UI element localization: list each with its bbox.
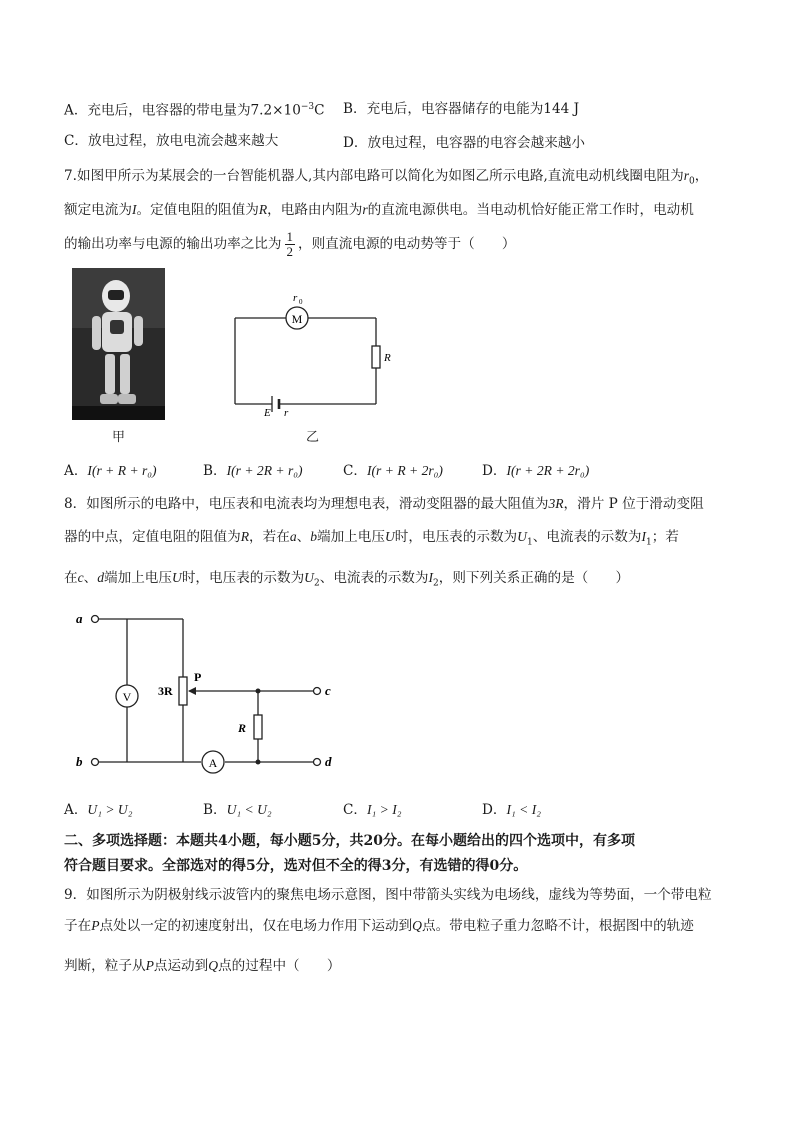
motor-r0-label: r [293,292,298,304]
q7-R-symbol: R [258,202,268,217]
q8-I2: I [428,570,434,585]
q8-I1-sub: 1 [645,537,652,548]
q7-stem-line2 [64,200,694,220]
slider-P-label: P [194,670,202,684]
section2-heading-line1: 二、多项选择题：本题共4小题，每小题5分，共20分。在每小题给出的四个选项中，有多项 [64,833,635,849]
q7-line1-end: ， [694,168,709,184]
q8-U2: U [304,570,314,585]
q8-stem-line1 [64,494,704,514]
q6-option-a-unit: C [314,102,325,119]
robot-photo [72,268,165,420]
q7-r0-symbol: r [683,168,690,183]
q8-line3-e: 时，电压表的示数为 [181,570,305,586]
q9-stem-line2 [64,916,694,936]
q7-stem-text: 7.如图甲所示为某展会的一台智能机器人,其内部电路可以简化为如图乙所示电路,直流电动机线圈电阻为 [64,168,684,184]
figure-jia-caption: 甲 [112,430,126,445]
rheostat-label: 3R [158,684,173,698]
q8-line1-a: 8．如图所示的电路中，电压表和电流表均为理想电表，滑动变阻器的最大阻值为 [64,496,549,512]
q9-line3-a: 判断，粒子从 [64,958,146,974]
q7-option-c-label: C． [343,463,367,479]
battery-r-label: r [284,407,289,419]
q8-option-d-math: I₁ < I₂ [506,802,541,817]
q8-line3-c2: 端加上电压 [104,570,172,586]
q9-line3-b: 点运动到 [153,958,209,974]
q6-option-b: B．充电后，电容器储存的电能为144 J [343,101,580,117]
q8-line2-b: ，若在 [249,529,290,545]
q7-line3-b: ，则直流电源的电动势等于（ ） [298,236,516,252]
label-d: d [325,754,332,769]
q9-P: P [91,918,100,933]
q9-line2-c: 点。带电粒子重力忽略不计，根据图中的轨迹 [421,918,694,934]
q8-option-a [64,798,132,818]
q7-r0-sub: 0 [689,176,695,187]
q8-option-c-label: C． [343,802,367,818]
q8-line2-g: ；若 [651,529,679,545]
q9-Q-2: Q [208,958,219,973]
q7-r-symbol: r [362,202,368,217]
q8-I2-sub: 2 [433,578,439,589]
q7-option-d-label: D． [482,463,507,479]
resistor-R-label: R [238,721,247,735]
q7-circuit-diagram [225,288,391,419]
q7-frac-den: 2 [286,244,293,259]
q8-U2-sub: 2 [314,578,320,589]
q6-option-a [64,97,325,121]
q7-I-symbol: I [131,202,137,217]
section2-heading-line2: 符合题目要求。全部选对的得5分，选对但不全的得3分，有选错的得0分。 [64,858,528,874]
q9-stem-line1: 9．如图所示为阴极射线示波管内的聚焦电场示意图，图中带箭头实线为电场线，虚线为等势面，一个带电粒 [64,887,712,903]
terminal-a [92,616,99,623]
q8-line2-a: 器的中点，定值电阻的阻值为 [64,529,241,545]
terminal-c [314,688,321,695]
q8-line3-g: ，则下列关系正确的是（ ） [438,570,630,586]
q6-option-a-exponent: −3 [300,102,315,112]
q8-c: c [77,570,84,585]
q7-option-a [64,459,157,479]
slider-arrow [188,687,196,695]
q8-a: a [289,529,297,544]
q9-line3-c: 点的过程中（ ） [218,958,341,974]
label-c: c [325,683,331,698]
q9-stem-line3 [64,956,340,976]
q8-option-c [343,798,401,818]
q7-fraction [285,230,296,259]
q7-line3-a: 的输出功率与电源的输出功率之比为 [64,236,282,252]
battery-E-label: E [264,407,271,419]
q8-option-b-math: U₁ < U₂ [226,802,272,817]
q8-3R: 3R [548,496,564,511]
q7-line2-c: ，电路由内阻为 [267,202,363,218]
label-a: a [76,611,83,626]
q9-Q: Q [412,918,422,933]
q7-option-c [343,459,443,479]
resistor-R-symbol [372,346,380,368]
q9-line2-b: 点处以一定的初速度射出，仅在电场力作用下运动到 [99,918,413,934]
q9-P-2: P [145,958,154,973]
junction-lower [256,760,261,765]
q7-stem-line3 [64,230,516,259]
voltmeter-label: V [122,690,132,704]
q8-U1-sub: 1 [526,537,533,548]
q8-R: R [240,529,250,544]
q8-line3-b: 、 [83,570,98,586]
q8-d: d [97,570,105,585]
q8-option-a-label: A． [64,802,88,818]
q9-line2-a: 子在 [64,918,92,934]
q7-option-b-label: B． [203,463,227,479]
q8-option-d-label: D． [482,802,507,818]
q8-line3-f: 、电流表的示数为 [319,570,429,586]
q6-option-d: D．放电过程，电容器的电容会越来越小 [343,135,585,151]
q8-option-a-math: U₁ > U₂ [87,802,133,817]
q7-option-c-math: I(r + R + 2r₀) [367,463,443,478]
q8-line1-b: ，滑片 P 位于滑动变阻 [563,496,704,512]
q6-option-a-text: A．充电后，电容器的带电量为7.2×10 [64,102,301,119]
ammeter-label: A [208,756,218,770]
q8-option-d [482,798,541,818]
q8-b: b [310,529,317,544]
terminal-b [92,759,99,766]
terminal-d [314,759,321,766]
q6-option-c: C．放电过程，放电电流会越来越大 [64,133,279,149]
q8-stem-line3 [64,568,629,594]
q7-option-b [203,459,303,479]
q8-line2-c: 、 [296,529,311,545]
q7-option-d [482,459,589,479]
q7-line2-d: 的直流电源供电。当电动机恰好能正常工作时，电动机 [367,202,694,218]
q7-line2-a: 额定电流为 [64,202,132,218]
motor-r0-sub: 0 [299,298,303,306]
label-b: b [76,754,83,769]
q8-line2-d: 端加上电压 [317,529,385,545]
q8-line2-e: 时，电压表的示数为 [394,529,518,545]
q8-option-b [203,798,272,818]
rheostat-symbol [179,677,187,705]
q8-circuit-diagram [70,605,350,780]
q8-U-2: U [172,570,182,585]
resistor-R-symbol [254,715,262,739]
q8-option-c-math: I₁ > I₂ [367,802,402,817]
q7-frac-num: 1 [286,229,293,244]
motor-label: M [291,312,303,326]
q8-I1: I [641,529,646,544]
resistor-R-label: R [384,352,391,364]
q8-line2-f: 、电流表的示数为 [532,529,642,545]
q8-stem-line2 [64,527,679,553]
q7-option-b-math: I(r + 2R + r₀) [226,463,303,478]
q7-stem-line1 [64,166,708,192]
q8-U: U [384,529,395,544]
q7-option-a-label: A． [64,463,88,479]
q7-option-a-math: I(r + R + r₀) [87,463,157,478]
robot-silhouette [72,268,165,420]
q8-option-b-label: B． [203,802,227,818]
q8-U1: U [517,529,527,544]
q7-line2-b: 。定值电阻的阻值为 [136,202,259,218]
figure-yi-caption: 乙 [306,430,320,445]
q7-option-d-math: I(r + 2R + 2r₀) [506,463,590,478]
q8-line3-a: 在 [64,570,78,586]
